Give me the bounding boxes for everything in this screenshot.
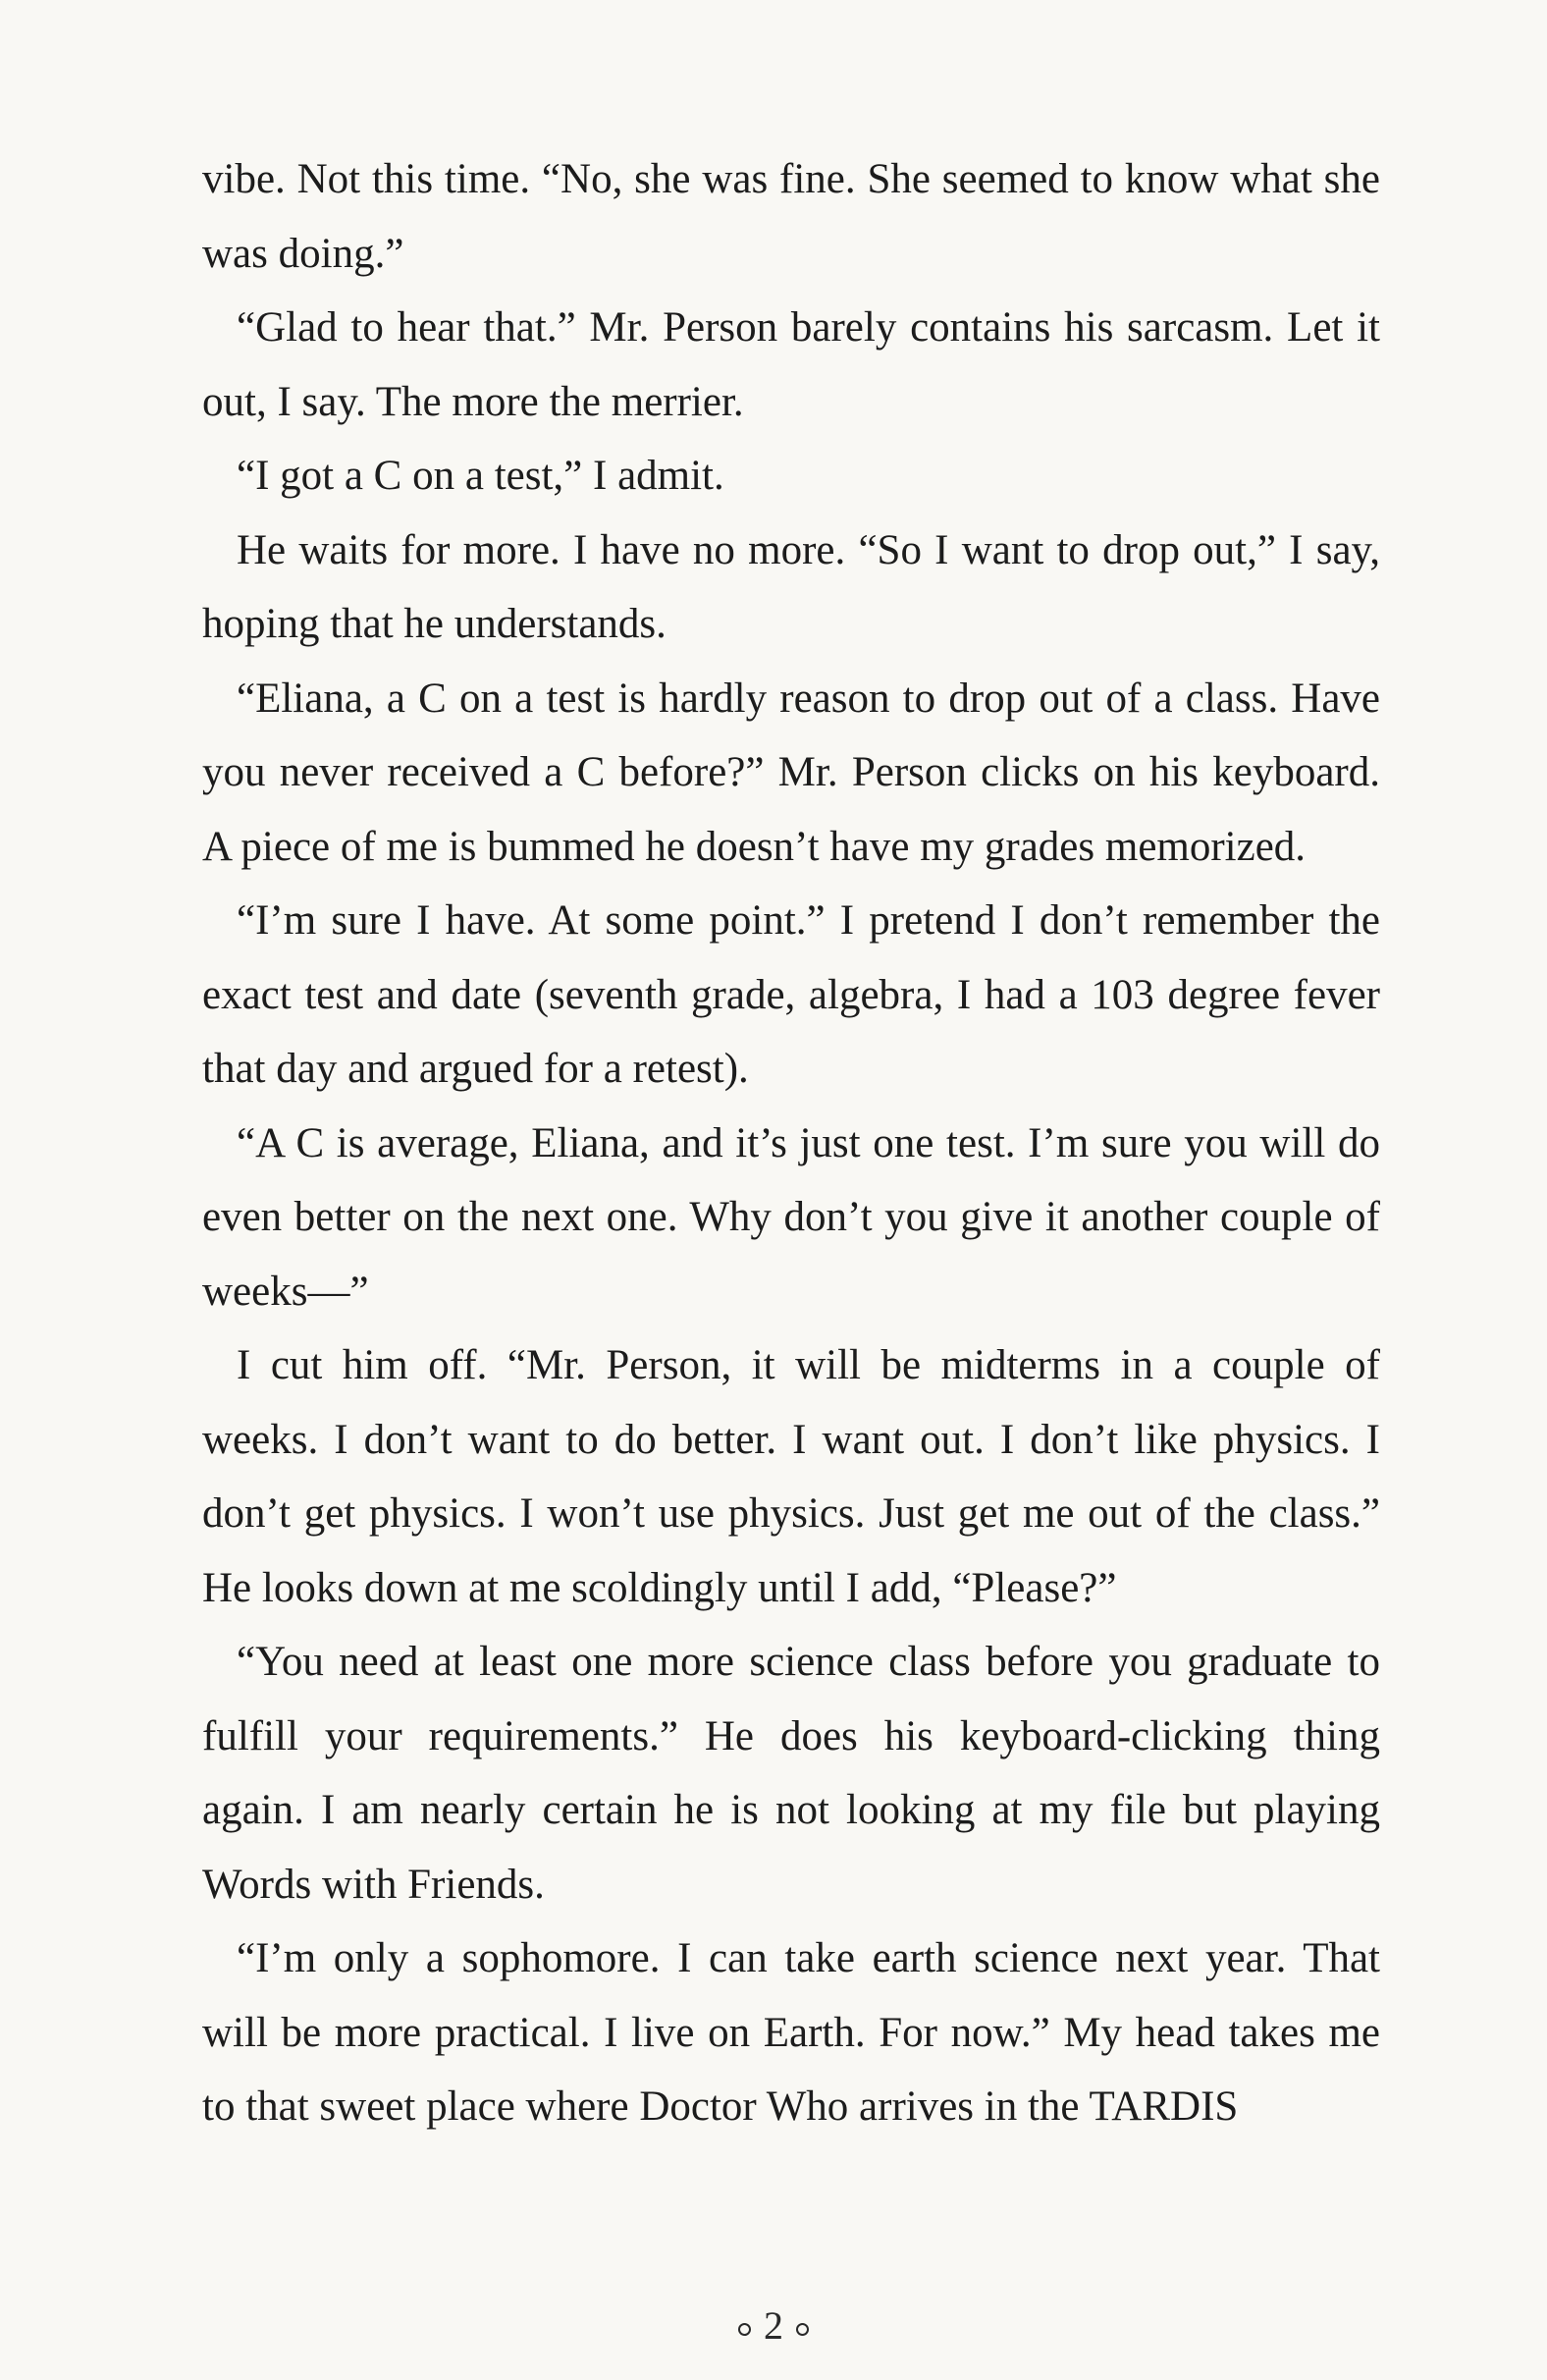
paragraph-1: vibe. Not this time. “No, she was fine. She seemed to know what she was doing.” <box>202 156 1380 277</box>
paragraph-7: “A C is average, Eliana, and it’s just one test. I’m sure you will do even better on the next one. Why don’t you give it another couple of weeks—” <box>202 1119 1380 1315</box>
paragraph-3: “I got a C on a test,” I admit. <box>237 453 724 499</box>
paragraph-2: “Glad to hear that.” Mr. Person barely contains his sarcasm. Let it out, I say. The more the merrier. <box>202 304 1380 425</box>
paragraph-10: “I’m only a sophomore. I can take earth science next year. That will be more practical. I live on Earth. For now.” My head takes me to that sweet place where Doctor Who arrives in the TARDIS <box>202 1935 1380 2130</box>
page-number: 2 <box>764 2303 783 2348</box>
paragraph-8: I cut him off. “Mr. Person, it will be midterms in a couple of weeks. I don’t want to do better. I want out. I don’t like physics. I don’t get physics. I won’t use physics. Just get me out of the class.” He looks down at me scoldingly until I add, “Please?” <box>202 1342 1380 1611</box>
right-dot-ornament <box>796 2323 809 2336</box>
paragraph-9: “You need at least one more science class before you graduate to fulfill your requirements.” He does his keyboard-clicking thing again. I am nearly certain he is not looking at my file but playing Words with Friends. <box>202 1639 1380 1908</box>
page-footer <box>0 2303 1547 2348</box>
paragraph-6: “I’m sure I have. At some point.” I pretend I don’t remember the exact test and date (seventh grade, algebra, I had a 103 degree fever that day and argued for a retest). <box>202 897 1380 1092</box>
left-dot-ornament <box>738 2323 751 2336</box>
body-text <box>202 142 1380 2144</box>
paragraph-5: “Eliana, a C on a test is hardly reason to drop out of a class. Have you never received a C before?” Mr. Person clicks on his keyboard. A piece of me is bummed he doesn’t have my grades memorized. <box>202 675 1380 870</box>
paragraph-4: He waits for more. I have no more. “So I want to drop out,” I say, hoping that he understands. <box>202 526 1380 647</box>
